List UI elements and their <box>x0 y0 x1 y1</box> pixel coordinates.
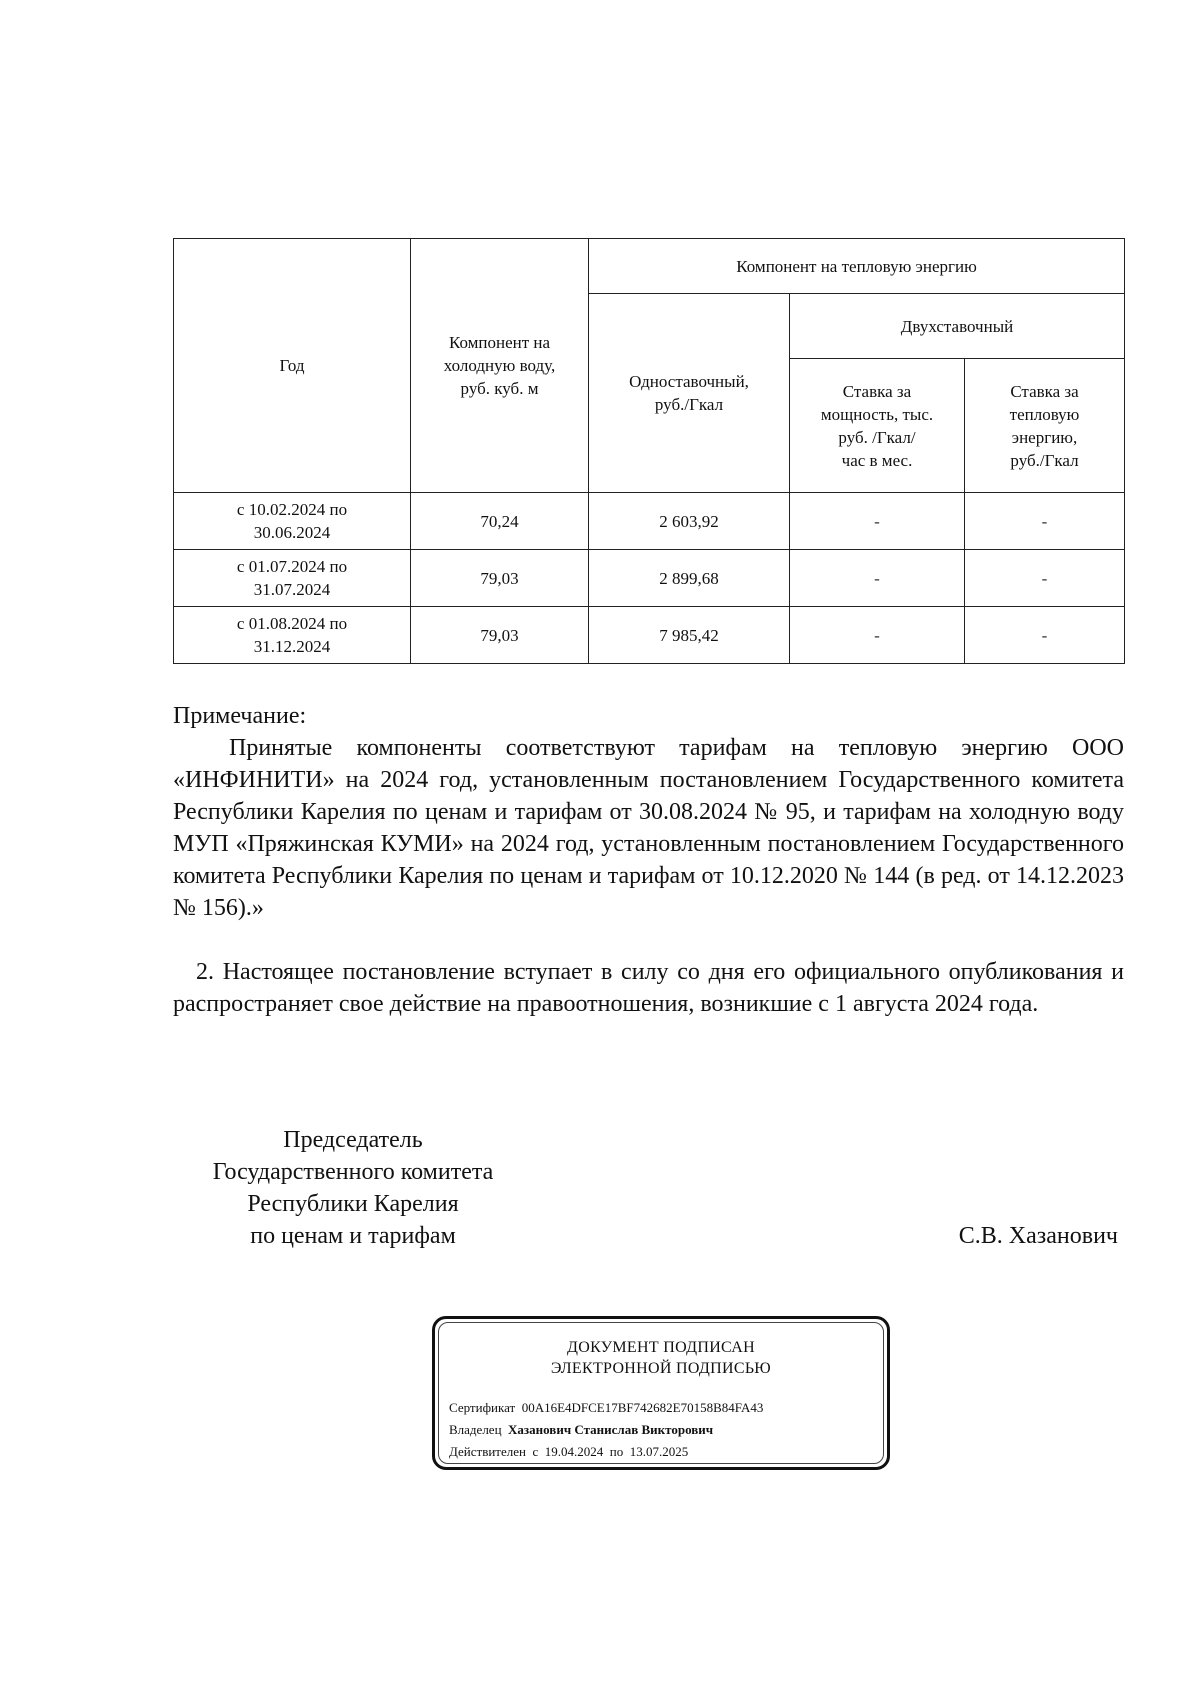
capacity-rate-cell: - <box>790 550 965 607</box>
signer-position-line: Государственного комитета <box>212 1159 494 1185</box>
table-row <box>174 607 1125 664</box>
capacity-rate-cell: - <box>790 493 965 550</box>
e-signature-stamp <box>432 1316 890 1470</box>
energy-rate-cell: - <box>965 550 1125 607</box>
table-row <box>174 493 1125 550</box>
signer-position <box>173 1124 533 1252</box>
header-heat-energy: Компонент на тепловую энергию <box>589 239 1125 294</box>
note-title: Примечание: <box>173 703 307 729</box>
signer-name: С.В. Хазанович <box>958 1223 1118 1249</box>
signer-position-line: Республики Карелия <box>247 1191 459 1217</box>
header-energy-rate: Ставка за тепловую энергию, руб./Гкал <box>965 359 1125 493</box>
header-capacity-rate: Ставка за мощность, тыс. руб. /Гкал/ час в мес. <box>790 359 965 493</box>
single-rate-cell: 7 985,42 <box>589 607 790 664</box>
stamp-header: ДОКУМЕНТ ПОДПИСАН ЭЛЕКТРОННОЙ ПОДПИСЬЮ <box>550 1339 772 1377</box>
table-row <box>174 550 1125 607</box>
header-single-rate: Одноставочный, руб./Гкал <box>589 294 790 493</box>
stamp-certificate: Сертификат 00A16E4DFCE17BF742682E70158B84FA43 <box>449 1400 764 1415</box>
single-rate-cell: 2 899,68 <box>589 550 790 607</box>
capacity-rate-cell: - <box>790 607 965 664</box>
header-year: Год <box>174 239 411 493</box>
period-cell: с 10.02.2024 по 30.06.2024 <box>174 493 411 550</box>
stamp-validity: Действителен с 19.04.2024 по 13.07.2025 <box>449 1444 689 1459</box>
tariff-table <box>173 238 1125 664</box>
signer-position-line: по ценам и тарифам <box>250 1223 456 1249</box>
energy-rate-cell: - <box>965 607 1125 664</box>
stamp-owner: Владелец Хазанович Станислав Викторович <box>449 1422 714 1437</box>
energy-rate-cell: - <box>965 493 1125 550</box>
period-cell: с 01.08.2024 по 31.12.2024 <box>174 607 411 664</box>
period-cell: с 01.07.2024 по 31.07.2024 <box>174 550 411 607</box>
effective-date-paragraph: 2. Настоящее постановление вступает в силу со дня его официального опубликования и распространяет свое действие на правоотношения, возникшие с 1 августа 2024 года. <box>173 959 1124 1017</box>
stamp-details <box>449 1397 877 1463</box>
header-cold-water: Компонент на холодную воду, руб. куб. м <box>411 239 589 493</box>
cold-water-cell: 79,03 <box>411 607 589 664</box>
cold-water-cell: 70,24 <box>411 493 589 550</box>
header-two-rate: Двухставочный <box>790 294 1125 359</box>
cold-water-cell: 79,03 <box>411 550 589 607</box>
single-rate-cell: 2 603,92 <box>589 493 790 550</box>
note-paragraph: Принятые компоненты соответствуют тарифам на тепловую энергию ООО «ИНФИНИТИ» на 2024 год, установленным постановлением Государственного комитета Республики Карелия по ценам и тарифам от 30.08.2024 № 95, и тарифам на холодную воду МУП «Пряжинская КУМИ» на 2024 год, установленным постановлением Государственного комитета Республики Карелия по ценам и тарифам от 10.12.2020 № 144 (в ред. от 14.12.2023 № 156).» <box>173 735 1124 921</box>
signer-position-line: Председатель <box>283 1127 423 1153</box>
